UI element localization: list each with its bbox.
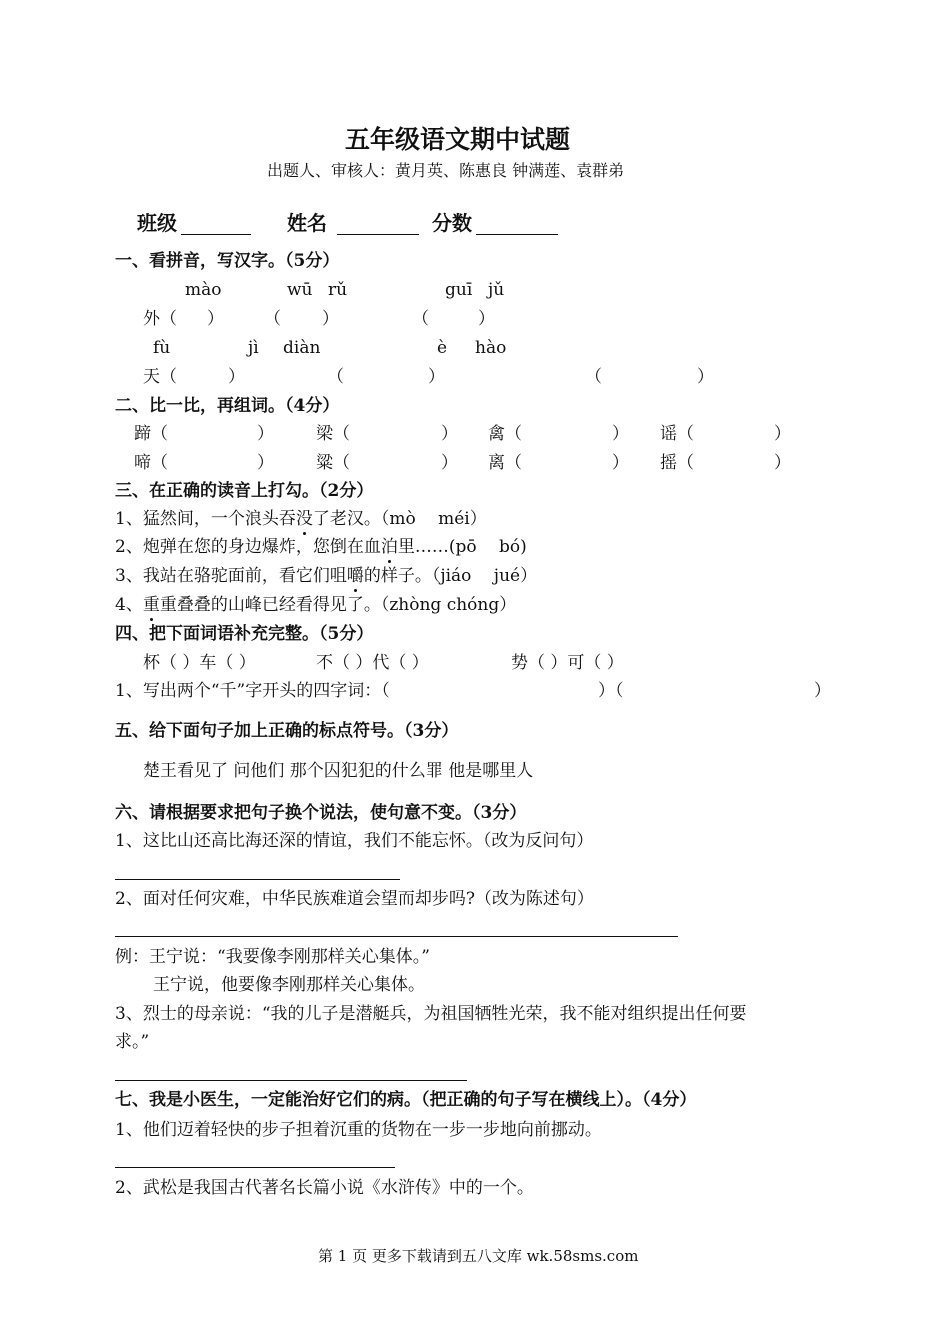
char-blank: （ (327, 367, 344, 387)
compare-char: 离（ (488, 453, 522, 473)
fix-sentence-1: 1、他们迈着轻快的步子担着沉重的货物在一步一步地向前挪动。 (115, 1120, 602, 1140)
answer-line[interactable] (115, 1080, 467, 1081)
punctuation-sentence: 楚王看见了 问他们 那个囚犯犯的什么罪 他是哪里人 (143, 761, 534, 781)
char-blank: ） (428, 367, 445, 387)
reading-item-2: 2、炮弹在您的身边爆炸，您倒在血泊里……(pō bó) (115, 537, 527, 557)
pinyin: jì (248, 338, 259, 358)
marked-char: 泊 (380, 537, 398, 557)
fix-sentence-2: 2、武松是我国古代著名长篇小说《水浒传》中的一个。 (115, 1178, 534, 1198)
compare-char: ） (441, 424, 458, 444)
compare-char: ） (257, 424, 274, 444)
char-blank: ） (322, 309, 339, 329)
idiom-blank: 不（ ）代（ ） (316, 653, 429, 673)
score-label: 分数 (432, 211, 472, 235)
answer-line[interactable] (115, 879, 400, 880)
pinyin: fù (153, 338, 171, 358)
authors-line: 出题人、审核人：黄月英、陈惠良 钟满莲、袁群弟 (267, 161, 625, 180)
char-blank: ） (207, 309, 224, 329)
section-2-heading: 二、比一比，再组词。（4分） (115, 396, 340, 416)
compare-char: 粱（ (316, 453, 350, 473)
compare-char: ） (612, 453, 629, 473)
char-blank: （ (585, 367, 602, 387)
reading-item-1: 1、猛然间，一个浪头吞没了老汉。（mò méi） (115, 509, 487, 529)
pinyin: wū (287, 280, 313, 300)
compare-char: 梁（ (316, 424, 350, 444)
rewrite-question-3-cont: 求。” (115, 1032, 150, 1052)
class-blank-line[interactable] (181, 234, 251, 235)
char-blank: 天（ (143, 367, 177, 387)
compare-char: 啼（ (134, 453, 168, 473)
section-3-heading: 三、在正确的读音上打勾。（2分） (115, 481, 374, 501)
rewrite-question-1: 1、这比山还高比海还深的情谊，我们不能忘怀。（改为反问句） (115, 831, 594, 851)
compare-char: ） (774, 424, 791, 444)
pinyin: hào (475, 338, 507, 358)
class-label: 班级 (137, 211, 177, 235)
section-5-heading: 五、给下面句子加上正确的标点符号。（3分） (115, 721, 459, 741)
pinyin: jǔ (488, 280, 505, 300)
compare-char: ） (441, 453, 458, 473)
compare-char: 谣（ (660, 424, 694, 444)
section-1-heading: 一、看拼音，写汉字。（5分） (115, 251, 340, 271)
answer-line[interactable] (115, 1167, 395, 1168)
char-blank: （ (264, 309, 281, 329)
answer-line[interactable] (115, 936, 678, 937)
rewrite-question-2: 2、面对任何灾难，中华民族难道会望而却步吗?（改为陈述句） (115, 889, 594, 909)
name-blank-line[interactable] (337, 234, 419, 235)
qian-question: 1、写出两个“千”字开头的四字词：（ (115, 681, 390, 701)
idiom-blank: 杯（ ）车（ ） (143, 653, 256, 673)
score-blank-line[interactable] (476, 234, 558, 235)
char-blank: ） (697, 367, 714, 387)
idiom-blank: 势（ ）可（ ） (511, 653, 624, 673)
char-blank: （ (412, 309, 429, 329)
section-7-heading: 七、我是小医生，一定能治好它们的病。（把正确的句子写在横线上）。（4分） (115, 1090, 697, 1110)
example-line-1: 例：王宁说：“我要像李刚那样关心集体。” (115, 947, 430, 967)
pinyin: guī (445, 280, 473, 300)
compare-char: ） (257, 453, 274, 473)
marked-char: 没 (295, 509, 313, 529)
compare-char: ） (774, 453, 791, 473)
reading-item-4: 4、重重叠叠的山峰已经看得见了。（zhòng chóng） (115, 595, 517, 615)
compare-char: 摇（ (660, 453, 694, 473)
rewrite-question-3: 3、烈士的母亲说：“我的儿子是潜艇兵，为祖国牺牲光荣，我不能对组织提出任何要 (115, 1004, 747, 1024)
qian-question: ）（ (598, 681, 624, 701)
char-blank: ） (478, 309, 495, 329)
compare-char: ） (612, 424, 629, 444)
page-footer: 第 1 页 更多下载请到五八文库 wk.58sms.com (318, 1247, 639, 1265)
name-label: 姓名 (287, 211, 327, 235)
qian-question: ） (814, 681, 831, 701)
pinyin: diàn (283, 338, 321, 358)
section-6-heading: 六、请根据要求把句子换个说法，使句意不变。（3分） (115, 803, 527, 823)
marked-char: 嚼 (346, 566, 364, 586)
char-blank: 外（ (143, 309, 177, 329)
pinyin: è (437, 338, 448, 358)
pinyin: mào (185, 280, 222, 300)
compare-char: 蹄（ (134, 424, 168, 444)
compare-char: 禽（ (488, 424, 522, 444)
example-line-2: 王宁说，他要像李刚那样关心集体。 (153, 975, 425, 995)
section-4-heading: 四、把下面词语补充完整。（5分） (115, 624, 374, 644)
char-blank: ） (228, 367, 245, 387)
marked-char: 重 (142, 595, 160, 615)
pinyin: rǔ (328, 280, 348, 300)
reading-item-3: 3、我站在骆驼面前，看它们咀嚼的样子。（jiáo jué） (115, 566, 538, 586)
page-title: 五年级语文期中试题 (345, 125, 571, 154)
